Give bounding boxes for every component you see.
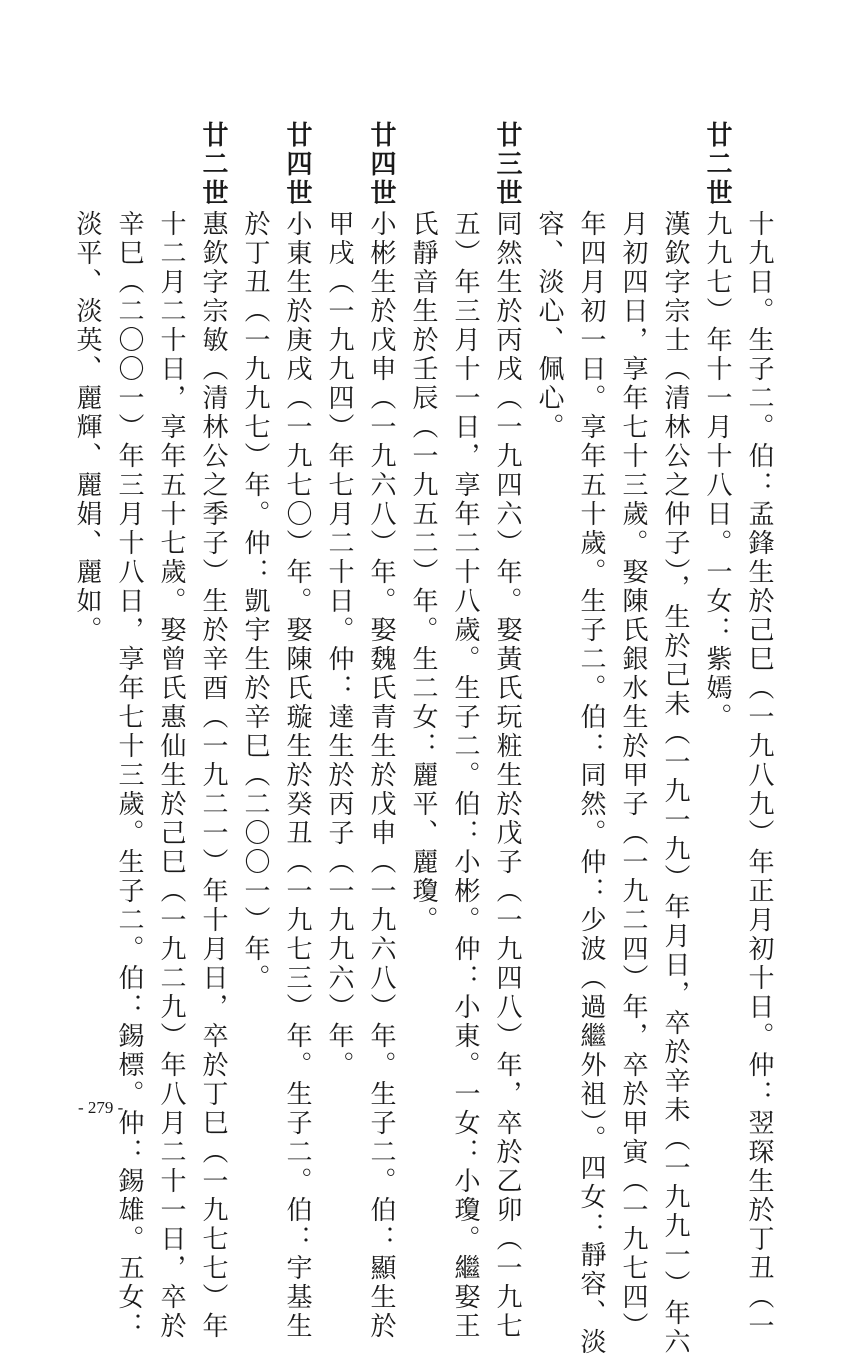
text-column: 五）年三月十一日，享年二十八歲。生子二。伯：小彬。仲：小東。一女：小瓊。繼娶王 [450, 210, 480, 1341]
text-column: 淡平、淡英、麗輝、麗娟、麗如。 [72, 210, 102, 645]
text-column: 九九七）年十一月十八日。一女：紫嫣。 [702, 210, 732, 732]
text-column: 於丁丑（一九九七）年。仲：凱宇生於辛巳（二〇〇一）年。 [240, 210, 270, 993]
text-column: 小東生於庚戌（一九七〇）年。娶陳氏璇生於癸丑（一九七三）年。生子二。伯：宇基生 [282, 210, 312, 1341]
text-column: 十九日。生子二。伯：孟鋒生於己巳（一九八九）年正月初十日。仲：翌琛生於丁丑（一 [744, 210, 774, 1341]
text-column: 辛巳（二〇〇一）年三月十八日，享年七十三歲。生子二。伯：錫標。仲：錫雄。五女： [114, 210, 144, 1341]
text-column: 小彬生於戊申（一九六八）年。娶魏氏青生於戊申（一九六八）年。生子二。伯：顯生於 [366, 210, 396, 1341]
text-column: 氏靜音生於壬辰（一九五二）年。生二女：麗平、麗瓊。 [408, 210, 438, 935]
text-column: 月初四日，享年七十三歲。娶陳氏銀水生於甲子（一九二四）年，卒於甲寅（一九七四） [618, 210, 648, 1341]
text-column: 甲戌（一九九四）年七月二十日。仲：達生於丙子（一九九六）年。 [324, 210, 354, 1080]
text-column: 同然生於丙戌（一九四六）年。娶黃氏玩粧生於戊子（一九四八）年，卒於乙卯（一九七 [492, 210, 522, 1341]
text-column: 十二月二十日，享年五十七歲。娶曾氏惠仙生於己巳（一九二九）年八月二十一日，卒於 [156, 210, 186, 1341]
generation-label: 廿四世 [282, 121, 312, 208]
generation-label: 廿三世 [492, 121, 522, 208]
text-column: 惠欽字宗敏（清林公之季子）生於辛酉（一九二一）年十月日，卒於丁巳（一九七七）年 [198, 210, 228, 1341]
page-number: - 279 - [78, 1098, 124, 1117]
generation-label: 廿四世 [366, 121, 396, 208]
text-column: 漢欽字宗士（清林公之仲子），生於己未（一九一九）年月日，卒於辛未（一九九一）年六 [660, 210, 690, 1357]
text-column: 容、淡心、佩心。 [534, 210, 564, 442]
generation-label: 廿二世 [198, 121, 228, 208]
generation-label: 廿二世 [702, 121, 732, 208]
text-column: 年四月初一日。享年五十歲。生子二。伯：同然。仲：少波（過繼外祖）。四女：靜容、淡 [576, 210, 606, 1357]
